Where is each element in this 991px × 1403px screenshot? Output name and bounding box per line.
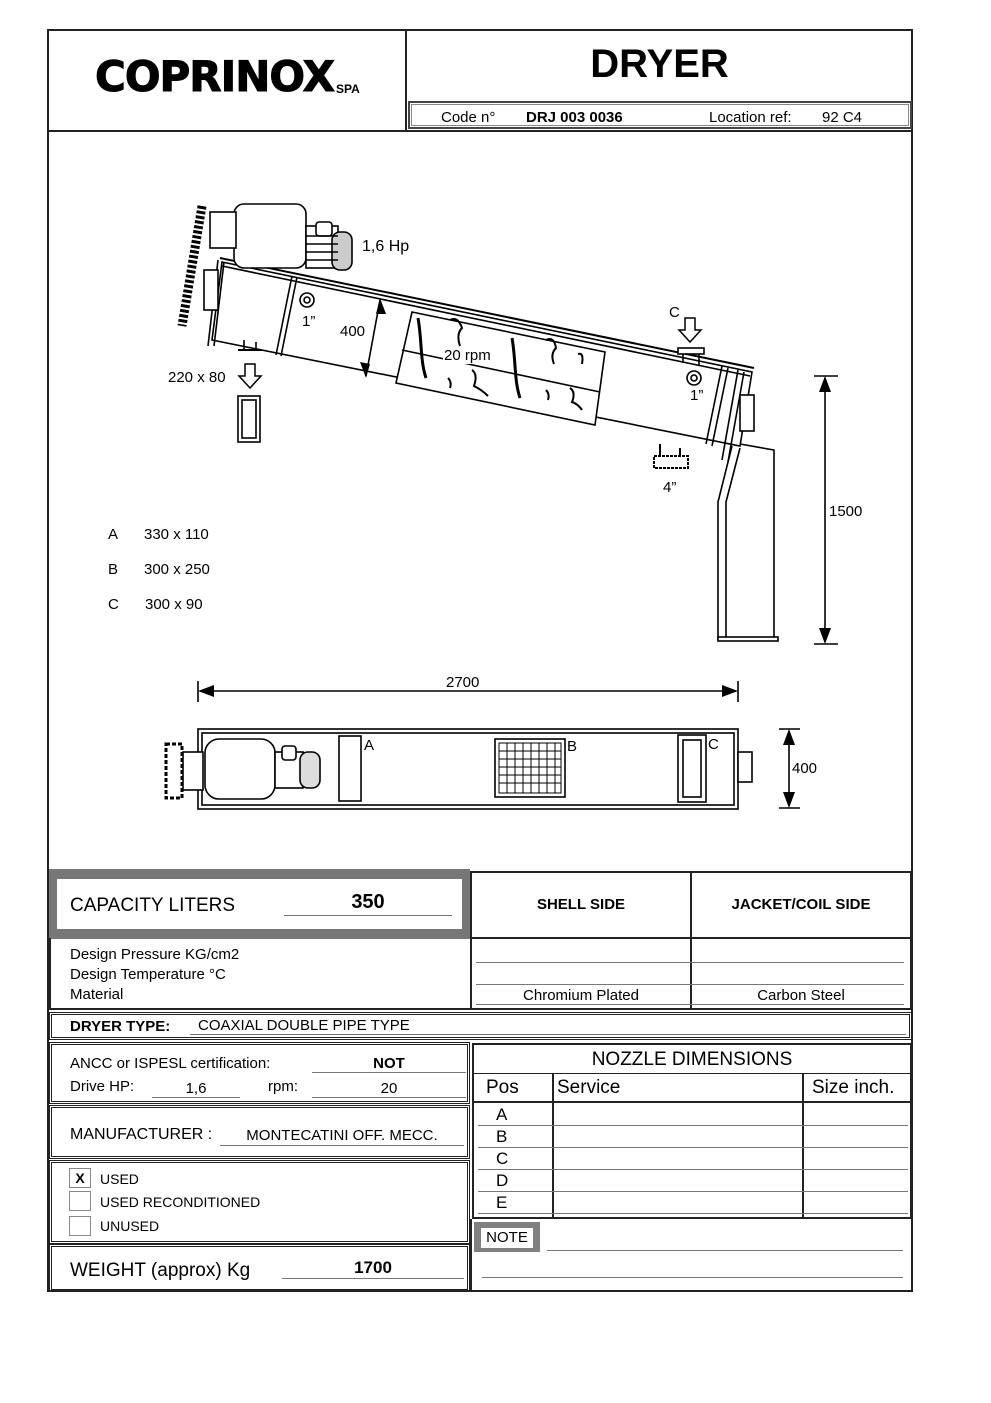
inlet-c-label: C: [669, 304, 680, 321]
opening-a: [339, 736, 361, 801]
jacket-material: Carbon Steel: [757, 987, 845, 1004]
nozzle-pos: D: [496, 1171, 509, 1190]
condition-used-label: USED: [100, 1171, 139, 1187]
outlet-arrow: [239, 364, 261, 388]
sides-header-line: [470, 937, 912, 939]
inlet-c-arrow: [679, 318, 701, 342]
page-title: DRYER: [590, 42, 729, 86]
checkbox-used[interactable]: X: [69, 1168, 91, 1188]
inlet-c-flange: [678, 348, 704, 354]
jacket-side-header: JACKET/COIL SIDE: [731, 896, 871, 913]
shell-side-header: SHELL SIDE: [536, 896, 626, 913]
opening-size: 300 x 90: [145, 596, 203, 613]
company-logo: COPRINOX: [95, 52, 335, 101]
nozzle-pos: C: [496, 1149, 509, 1168]
nozzle-row: [478, 1148, 908, 1170]
dimension-arrowhead: [819, 628, 831, 644]
opening-row: [108, 596, 258, 631]
opening-size: 330 x 110: [144, 526, 209, 543]
weight-label: WEIGHT (approx) Kg: [70, 1260, 251, 1281]
dryer-type-label: DRYER TYPE:: [70, 1018, 171, 1035]
material-label: Material: [70, 986, 124, 1003]
certification-label: ANCC or ISPESL certification:: [70, 1055, 271, 1072]
outlet-size-label: 220 x 80: [168, 369, 226, 386]
nozzle-row: [478, 1126, 908, 1148]
opening-pos: B: [108, 561, 119, 578]
opening-pos: A: [108, 526, 119, 543]
plan-label-c: C: [708, 736, 719, 753]
nozzle-header-line: [474, 1101, 910, 1103]
nozzle-pos: B: [496, 1127, 508, 1146]
nozzle-row: [478, 1170, 908, 1192]
opening-pos: C: [108, 596, 119, 613]
dimension-arrowhead: [783, 729, 795, 745]
code-label: Code n°: [441, 109, 496, 126]
checkbox-used-reconditioned[interactable]: [69, 1191, 91, 1211]
design-pressure-label: Design Pressure KG/cm2: [70, 946, 240, 963]
length-2700-label: 2700: [446, 674, 480, 691]
nozzle-1in-right-label: 1”: [690, 387, 704, 404]
height-400-label: 400: [340, 323, 366, 340]
support-leg: [718, 444, 778, 641]
capacity-label: CAPACITY LITERS: [70, 895, 236, 916]
nozzle-1in-left-label: 1”: [302, 313, 316, 330]
manufacturer-value: MONTECATINI OFF. MECC.: [220, 1127, 464, 1146]
plan-label-a: A: [364, 737, 375, 754]
dimension-arrowhead: [198, 685, 214, 697]
nozzle-4in-bottom: [654, 444, 688, 468]
dryer-type-value: COAXIAL DOUBLE PIPE TYPE: [190, 1017, 906, 1035]
note-label: NOTE: [481, 1228, 533, 1248]
nozzle-col-pos: Pos: [486, 1077, 519, 1098]
dryer-plan-view: [166, 729, 752, 809]
lower-divider: [470, 1219, 472, 1292]
motor-power-label: 1,6 Hp: [362, 238, 410, 255]
nozzle-col-size: Size inch.: [812, 1077, 895, 1098]
speed-label: 20 rpm: [444, 347, 491, 364]
outlet-nozzle: [238, 340, 262, 442]
checkbox-unused[interactable]: [69, 1216, 91, 1236]
nozzle-rows: [478, 1104, 908, 1214]
nozzle-table-title: NOZZLE DIMENSIONS: [591, 1049, 793, 1070]
nozzle-col-service: Service: [557, 1077, 621, 1098]
location-value: 92 C4: [822, 109, 863, 126]
shell-material: Chromium Plated: [523, 987, 639, 1004]
condition-unused-label: UNUSED: [100, 1218, 160, 1234]
openings-list: [108, 526, 258, 631]
nozzle-row: [478, 1192, 908, 1214]
height-1500-label: 1500: [829, 503, 863, 520]
nozzle-title-line: [474, 1073, 910, 1074]
width-400-label: 400: [792, 760, 818, 777]
company-logo-suffix: SPA: [336, 82, 360, 96]
note-line-2[interactable]: [482, 1277, 903, 1278]
dimension-arrowhead: [819, 376, 831, 392]
capacity-value: 350: [284, 891, 452, 916]
rpm-value: 20: [312, 1080, 466, 1098]
opening-row: [108, 561, 258, 596]
dimension-arrowhead: [783, 792, 795, 808]
drive-hp-value: 1,6: [152, 1080, 240, 1098]
nozzle-pos: E: [496, 1193, 508, 1212]
weight-value: 1700: [282, 1258, 464, 1279]
temperature-line: [476, 984, 904, 985]
certification-value: NOT: [312, 1055, 466, 1073]
nozzle-row: [478, 1104, 908, 1126]
plan-label-b: B: [567, 738, 578, 755]
opening-row: [108, 526, 258, 561]
opening-size: 300 x 250: [144, 561, 210, 578]
drive-hp-label: Drive HP:: [70, 1078, 135, 1095]
note-line-1[interactable]: [547, 1250, 903, 1251]
manufacturer-label: MANUFACTURER :: [70, 1126, 213, 1143]
nozzle-pos: A: [496, 1105, 508, 1124]
location-label: Location ref:: [709, 109, 792, 126]
dimension-arrowhead: [722, 685, 738, 697]
pressure-line: [476, 962, 904, 963]
material-line: [476, 1004, 904, 1005]
rpm-label: rpm:: [268, 1078, 298, 1095]
nozzle-4in-label: 4”: [663, 479, 677, 496]
condition-reconditioned-label: USED RECONDITIONED: [100, 1194, 261, 1210]
code-value: DRJ 003 0036: [526, 109, 623, 126]
design-temperature-label: Design Temperature °C: [70, 966, 226, 983]
